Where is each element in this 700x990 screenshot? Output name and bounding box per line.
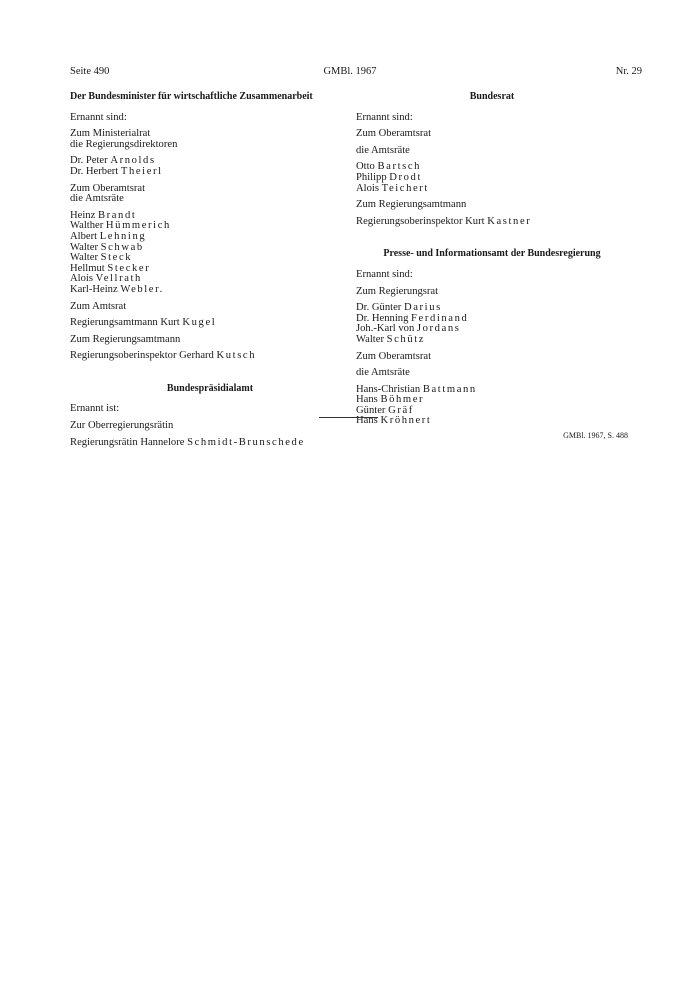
appointment-role: Zum Oberamtsrat — [356, 128, 432, 140]
person-name: Dr. Peter Arnolds — [70, 155, 156, 167]
intro-text: Ernannt sind: — [70, 111, 127, 123]
person-name: Hellmut Stecker — [70, 262, 151, 274]
appointment-role: Zum Regierungsrat — [356, 285, 439, 297]
appointment-from: die Amtsräte — [356, 367, 410, 379]
person-name: Alois Teichert — [356, 182, 429, 194]
person-name: Karl-Heinz Webler. — [70, 283, 164, 295]
person-name: Hans Böhmer — [356, 394, 425, 406]
appointment-role: Zum Regierungsamtmann — [356, 199, 467, 211]
person-name: Dr. Henning Ferdinand — [356, 312, 469, 324]
intro-text: Ernannt sind: — [356, 111, 413, 123]
person-name: Dr. Günter Darius — [356, 302, 442, 314]
left-column — [70, 92, 350, 448]
page-number: Seite 490 — [70, 66, 110, 77]
appointment-role: Zum Oberamtsrat — [356, 350, 432, 362]
issue-number: Nr. 29 — [615, 66, 642, 77]
person-name: Dr. Herbert Theierl — [70, 165, 163, 177]
person-name: Regierungsrätin Hannelore Schmidt-Brunschede — [70, 436, 305, 448]
section-title-bundesrat: Bundesrat — [469, 91, 515, 102]
person-name: Regierungsamtmann Kurt Kugel — [70, 317, 217, 329]
person-name: Walter Steck — [70, 252, 133, 264]
appointment-role: Zum Regierungsamtmann — [70, 333, 181, 345]
person-name: Alois Vellrath — [70, 273, 142, 285]
intro-text: Ernannt sind: — [356, 268, 413, 280]
person-name: Joh.-Karl von Jordans — [356, 323, 461, 335]
person-name: Otto Bartsch — [356, 161, 422, 173]
section-title-bundespraesidialamt: Bundespräsidialamt — [166, 382, 254, 394]
appointment-role: Zum Ministerialrat — [70, 128, 151, 140]
section-title-presseamt: Presse- und Informationsamt der Bundesregierung — [383, 248, 601, 260]
person-name: Regierungsoberinspektor Kurt Kastner — [356, 215, 532, 227]
right-column — [356, 92, 628, 442]
appointment-role: Zum Oberamtsrat — [70, 182, 146, 194]
intro-text: Ernannt ist: — [70, 403, 120, 415]
person-name: Philipp Drodt — [356, 171, 422, 183]
person-name: Regierungsoberinspektor Gerhard Kutsch — [70, 350, 257, 362]
appointment-from: die Regierungsdirektoren — [70, 138, 178, 150]
person-name: Hans Kröhnert — [356, 415, 432, 427]
person-name: Hans-Christian Battmann — [356, 383, 477, 395]
person-name: Albert Lehning — [70, 230, 147, 242]
citation: GMBl. 1967, S. 488 — [563, 431, 628, 441]
person-name: Walther Hümmerich — [70, 220, 171, 232]
section-title-bmz: Der Bundesminister für wirtschaftliche Zusammenarbeit — [70, 91, 313, 102]
appointment-from: die Amtsräte — [356, 144, 410, 156]
appointment-from: die Amtsräte — [70, 193, 124, 205]
appointment-role: Zum Amtsrat — [70, 300, 127, 312]
person-name: Günter Gräf — [356, 404, 414, 416]
journal-title: GMBl. 1967 — [323, 66, 377, 77]
appointment-role: Zur Oberregierungsrätin — [70, 420, 174, 432]
person-name: Walter Schütz — [356, 333, 426, 345]
person-name: Walter Schwab — [70, 241, 144, 253]
person-name: Heinz Brandt — [70, 209, 137, 221]
end-rule — [319, 417, 378, 418]
